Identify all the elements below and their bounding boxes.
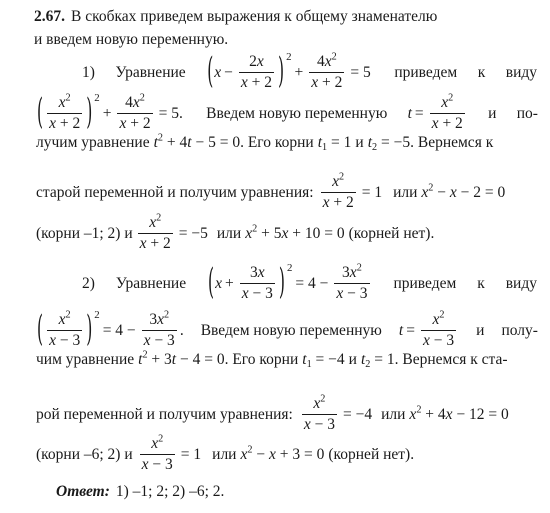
case1-text-no-roots: (корней нет). [348, 225, 435, 243]
case2-equation: ( x + $\frac{3x}{x - 3}$ ) 2 = 4 − $\frac{3x^2}{x - 3}$ [208, 261, 368, 303]
case1-root-1: $t_1 = 1$ [317, 134, 352, 153]
case2-text-and: и [348, 351, 357, 368]
case1-line-2 [36, 91, 538, 133]
case2-label: 2) [82, 275, 95, 293]
problem-number: 2.67. [34, 8, 65, 25]
case2-back-poly-1: $x^2 + 4x - 12 = 0$ [409, 404, 509, 424]
case2-text-vernemsya: . Вернемся к ста- [394, 351, 508, 368]
case2-text-ili: или [381, 406, 406, 424]
case1-back-eq-1: $\frac{x^2}{x + 2}$ = 1 [322, 171, 383, 212]
case1-text-korni: . Его корни [240, 134, 314, 151]
case1-line-4 [36, 171, 506, 212]
case1-text-vernemsya: . Вернемся к [410, 134, 494, 151]
answer-value: 1) –1; 2; 2) –6; 2. [115, 483, 225, 500]
case1-text-ili: или [393, 184, 418, 202]
answer-line [56, 484, 224, 500]
case1-quadratic: $t^2 + 4t - 5 = 0$ [153, 132, 241, 151]
case1-back-poly-1: $x^2 - x - 2 = 0$ [421, 182, 506, 202]
case1-text-ili-2: или [216, 225, 242, 243]
intro-line-2 [34, 32, 228, 48]
case2-word-privedem: приведем [393, 275, 457, 293]
case2-back-eq-1: $\frac{x^2}{x - 3}$ = −4 [303, 393, 373, 434]
case1-word-privedem: приведем [394, 64, 458, 82]
case2-root-1: $t_1 = -4$ [302, 351, 345, 370]
case1-line-5 [36, 212, 435, 253]
intro-text-1: В скобках приведем выражения к общему знаменателю [71, 8, 438, 25]
case2-word-uravnenie: Уравнение [115, 275, 187, 293]
case2-root-2: $t_2 = 1$ [360, 351, 395, 370]
case1-back-poly-2: $x^2 + 5x + 10 = 0$ [245, 223, 345, 243]
case1-text-i: и [488, 105, 497, 123]
case2-line-5 [36, 433, 415, 474]
case2-text-i: и [476, 322, 485, 340]
case2-reduced-equation: ( $\frac{x^2}{x - 3}$ ) 2 = 4 − $\frac{3x^2}{x - 3}$ . [37, 308, 184, 350]
case1-label: 1) [82, 64, 95, 82]
intro-text-2: и введем новую переменную. [34, 31, 229, 48]
case2-word-k: к [477, 275, 485, 293]
case2-text-ili-2: или [212, 446, 237, 464]
case1-back-eq-2: $\frac{x^2}{x + 2}$ = −5 [139, 212, 208, 253]
case1-root-2: $t_2 = -5$ [367, 134, 411, 153]
case2-text-no-roots: (корней нет). [328, 446, 415, 464]
case1-equation: ( x − $\frac{2x}{x + 2}$ ) 2 + $\frac{4x^2}{x + 2}$ = 5 [207, 50, 371, 92]
case1-text-and: и [355, 134, 364, 151]
case1-reduced-equation: ( $\frac{x^2}{x + 2}$ ) 2 + $\frac{4x^2}{x + 2}$ = 5. [37, 91, 183, 133]
case2-substitution: t = $\frac{x^2}{x - 3}$ [398, 309, 455, 350]
case1-word-k: к [477, 64, 486, 82]
case2-back-poly-2: $x^2 - x + 3 = 0$ [240, 444, 325, 464]
case2-line-3 [36, 349, 508, 370]
case1-text-korni-roots: (корни –1; 2) и [36, 225, 133, 243]
case2-text-roy: рой переменной и получим уравнения: [36, 406, 293, 424]
case2-line-1 [82, 261, 537, 303]
case2-text-vvedem: Введем новую переменную [200, 322, 382, 340]
case1-line-1 [82, 50, 537, 92]
case2-text-korni: . Его корни [224, 351, 299, 368]
case2-line-4 [36, 393, 509, 434]
case1-text-lucim: лучим уравнение [36, 134, 150, 151]
case1-word-vidu: виду [505, 64, 537, 82]
case1-text-staroy: старой переменной и получим уравнения: [36, 184, 314, 202]
intro-line-1 [34, 9, 534, 25]
case2-quadratic: $t^2 + 3t - 4 = 0$ [138, 349, 225, 368]
case2-text-chim: чим уравнение [36, 351, 135, 368]
answer-label: Ответ: [56, 483, 110, 500]
case2-line-2 [36, 308, 538, 350]
case2-text-polu: полу- [501, 322, 538, 340]
case1-text-vvedem: Введем новую переменную [206, 105, 388, 123]
case2-back-eq-2: $\frac{x^2}{x - 3}$ = 1 [141, 433, 202, 474]
case1-text-po: по- [516, 105, 538, 123]
case2-text-korni-roots: (корни –6; 2) и [36, 446, 133, 464]
case1-word-uravnenie: Уравнение [115, 64, 186, 82]
case1-line-3 [36, 132, 494, 153]
case1-substitution: t = $\frac{x^2}{x + 2}$ [407, 92, 463, 133]
case2-word-vidu: виду [505, 275, 537, 293]
